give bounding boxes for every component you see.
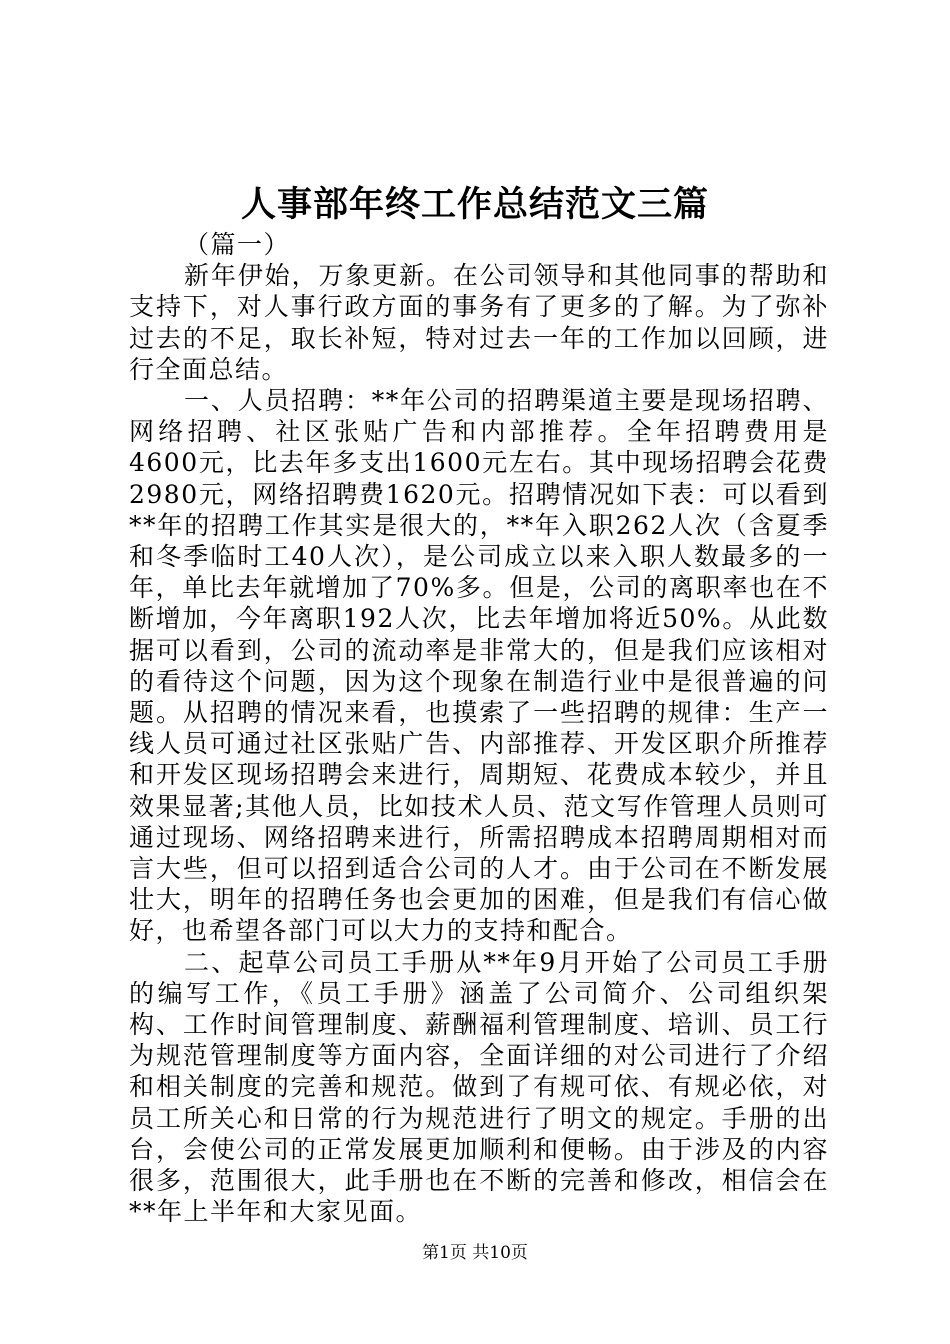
paragraph-intro: 新年伊始，万象更新。在公司领导和其他同事的帮助和支持下，对人事行政方面的事务有了更多的了解。为了弥补过去的不足，取长补短，特对过去一年的工作加以回顾，进行全面总结。 [129, 261, 829, 384]
document-body [129, 229, 829, 1228]
paragraph-recruitment: 一、人员招聘：**年公司的招聘渠道主要是现场招聘、网络招聘、社区张贴广告和内部推荐。全年招聘费用是4600元，比去年多支出1600元左右。其中现场招聘会花费2980元，网络招聘费1620元。招聘情况如下表：可以看到**年的招聘工作其实是很大的，**年入职262人次（含夏季和冬季临时工40人次），是公司成立以来入职人数最多的一年，单比去年就增加了70%多。但是，公司的离职率也在不断增加，今年离职192人次，比去年增加将近50%。从此数据可以看到，公司的流动率是非常大的，但是我们应该相对的看待这个问题，因为这个现象在制造行业中是很普遍的问题。从招聘的情况来看，也摸索了一些招聘的规律：生产一线人员可通过社区张贴广告、内部推荐、开发区职介所推荐和开发区现场招聘会来进行，周期短、花费成本较少，并且效果显著;其他人员，比如技术人员、范文写作管理人员则可通过现场、网络招聘来进行，所需招聘成本招聘周期相对而言大些，但可以招到适合公司的人才。由于公司在不断发展壮大，明年的招聘任务也会更加的困难，但是我们有信心做好，也希望各部门可以大力的支持和配合。 [129, 386, 829, 946]
paragraph-handbook: 二、起草公司员工手册从**年9月开始了公司员工手册的编写工作，《员工手册》涵盖了公司简介、公司组织架构、工作时间管理制度、薪酬福利管理制度、培训、员工行为规范管理制度等方面内容，全面详细的对公司进行了介绍和相关制度的完善和规范。做到了有规可依、有规必依，对员工所关心和日常的行为规范进行了明文的规定。手册的出台，会使公司的正常发展更加顺利和便畅。由于涉及的内容很多，范围很大，此手册也在不断的完善和修改，相信会在**年上半年和大家见面。 [129, 947, 829, 1227]
document-title: 人事部年终工作总结范文三篇 [240, 184, 709, 225]
page-footer: 第1页 共10页 [422, 1243, 528, 1263]
section-label: （篇一） [184, 230, 291, 259]
